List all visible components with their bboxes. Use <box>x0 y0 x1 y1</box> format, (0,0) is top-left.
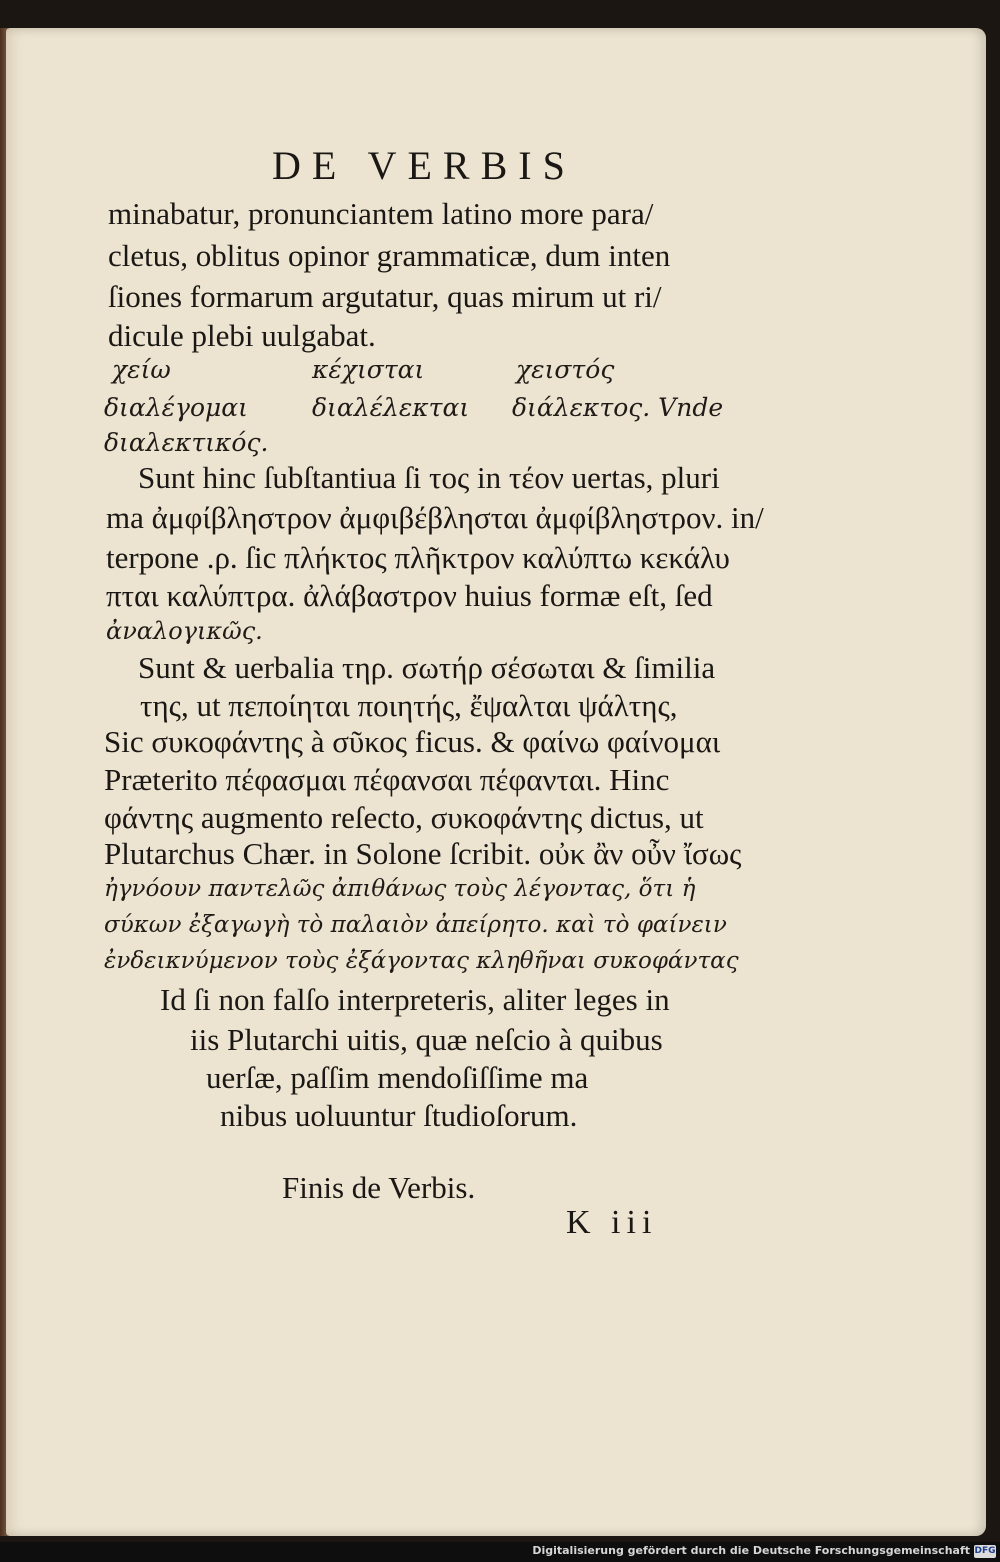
text-line: φάντης augmento reſecto, συκοφάντης dictus, ut <box>104 800 704 835</box>
greek-table-cell: κέχισται <box>312 355 425 384</box>
text-line: ἐνδεικνύμενον τοὺς ἐξάγοντας κληθῆναι συκοφάντας <box>104 948 739 974</box>
running-head: DE VERBIS <box>272 143 576 188</box>
text-line: cletus, oblitus opinor grammaticæ, dum inten <box>108 238 671 273</box>
text-line: Sunt & uerbalia τηρ. σωτήρ σέσωται & ſimilia <box>138 650 716 685</box>
signature-mark: K iii <box>566 1204 658 1241</box>
colophon: Finis de Verbis. <box>282 1170 476 1205</box>
dfg-logo-icon: DFG <box>974 1546 996 1556</box>
text-line: ma ἀμφίβληστρον ἀμφιβέβλησται ἀμφίβληστρον. in/ <box>106 500 764 535</box>
text-line: πται καλύπτρα. ἀλάβαστρον huius formæ eſt, ſed <box>106 578 713 613</box>
text-line: Id ſi non falſo interpreteris, aliter leges in <box>160 982 670 1017</box>
greek-table-cell: διαλεκτικός. <box>104 428 269 457</box>
text-line: iis Plutarchi uitis, quæ neſcio à quibus <box>190 1022 663 1057</box>
footer-credit: Digitalisierung gefördert durch die Deutsche Forschungsgemeinschaft <box>532 1544 970 1557</box>
text-line: Sunt hinc ſubſtantiua ſi τος in τέον uertas, pluri <box>138 460 720 495</box>
footer-bar <box>0 1542 1000 1562</box>
text-line: Plutarchus Chær. in Solone ſcribit. οὐκ ἂν οὖν ἴσως <box>104 836 742 871</box>
text-line: ſiones formarum argutatur, quas mirum ut ri/ <box>108 279 662 314</box>
text-line: nibus uoluuntur ſtudioſorum. <box>220 1098 578 1133</box>
greek-table-cell: χείω <box>112 355 171 384</box>
text-line: uerſæ, paſſim mendoſiſſime ma <box>206 1060 589 1095</box>
greek-table-cell: διαλέγομαι <box>104 393 248 422</box>
greek-table-cell: διάλεκτος. Vnde <box>512 393 724 422</box>
text-line: της, ut πεποίηται ποιητής, ἔψαλται ψάλτης, <box>140 688 678 723</box>
text-line: σύκων ἐξαγωγὴ τὸ παλαιὸν ἀπείρητο. καὶ τὸ φαίνειν <box>104 912 727 938</box>
text-line: ἠγνόουν παντελῶς ἀπιθάνως τοὺς λέγοντας, ὅτι ἡ <box>104 876 696 902</box>
text-line: Sic συκοφάντης à σῦκος ficus. & φαίνω φαίνομαι <box>104 724 721 759</box>
text-line: minabatur, pronunciantem latino more para/ <box>108 196 654 231</box>
greek-table-cell: διαλέλεκται <box>312 393 470 422</box>
text-line: ἀναλογικῶς. <box>106 617 263 645</box>
text-line: dicule plebi uulgabat. <box>108 318 376 353</box>
text-line: Præterito πέφασμαι πέφανσαι πέφανται. Hinc <box>104 762 670 797</box>
text-line: terpone .ρ. ſic πλήκτος πλῆκτρον καλύπτω κεκάλυ <box>106 540 730 575</box>
greek-table-cell: χειστός <box>516 355 615 384</box>
